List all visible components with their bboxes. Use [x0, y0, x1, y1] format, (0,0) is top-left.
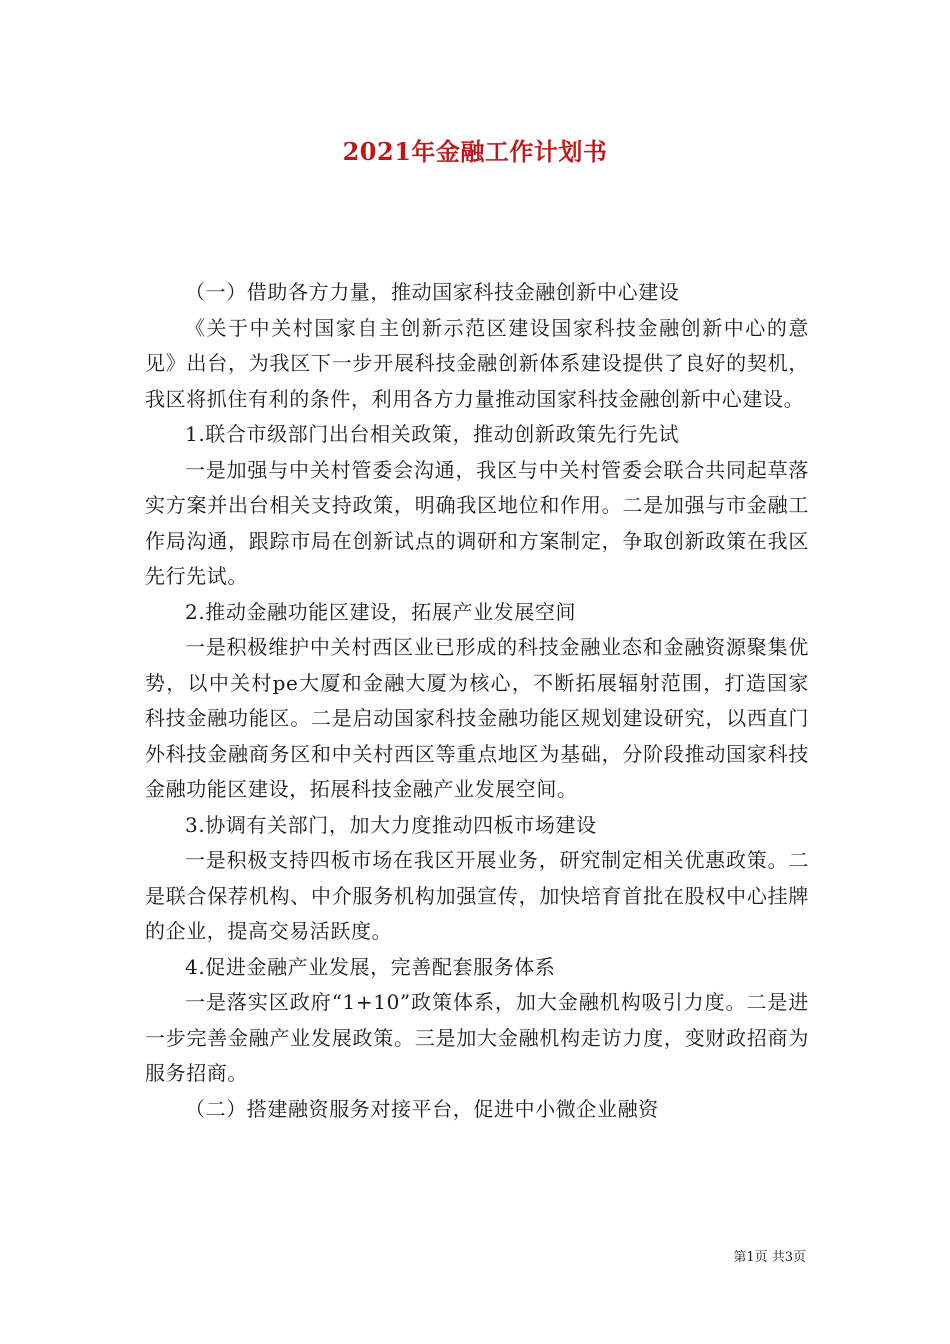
body-paragraph: 一是落实区政府“1+10”政策体系，加大金融机构吸引力度。二是进一步完善金融产业发展政策。三是加大金融机构走访力度，变财政招商为服务招商。 — [145, 990, 809, 1085]
subsection-heading: 3.协调有关部门，加大力度推动四板市场建设 — [185, 812, 597, 837]
section-heading: （一）借助各方力量，推动国家科技金融创新中心建设 — [185, 280, 680, 304]
document-body — [145, 275, 809, 1127]
document-title: 2021年金融工作计划书 — [342, 137, 608, 166]
body-paragraph: 《关于中关村国家自主创新示范区建设国家科技金融创新中心的意见》出台，为我区下一步开展科技金融创新体系建设提供了良好的契机，我区将抓住有利的条件，利用各方力量推动国家科技金融创新中心建设。 — [145, 315, 809, 411]
subsection-heading: 1.联合市级部门出台相关政策，推动创新政策先行先试 — [185, 422, 680, 446]
body-paragraph: 一是积极维护中关村西区业已形成的科技金融业态和金融资源聚集优势，以中关村pe大厦和金融大厦为核心，不断拓展辐射范围，打造国家科技金融功能区。二是启动国家科技金融功能区规划建设研究，以西直门外科技金融商务区和中关村西区等重点地区为基础，分阶段推动国家科技金融功能区建设，拓展科技金融产业发展空间。 — [145, 635, 809, 801]
page-number-footer: 第1页 共3页 — [733, 1250, 806, 1265]
subsection-heading: 2.推动金融功能区建设，拓展产业发展空间 — [185, 599, 577, 624]
subsection-heading: 4.促进金融产业发展，完善配套服务体系 — [185, 954, 556, 979]
body-paragraph: 一是积极支持四板市场在我区开展业务，研究制定相关优惠政策。二是联合保荐机构、中介服务机构加强宣传，加快培育首批在股权中心挂牌的企业，提高交易活跃度。 — [145, 848, 809, 943]
body-paragraph: 一是加强与中关村管委会沟通，我区与中关村管委会联合共同起草落实方案并出台相关支持政策，明确我区地位和作用。二是加强与市金融工作局沟通，跟踪市局在创新试点的调研和方案制定，争取创新政策在我区先行先试。 — [145, 457, 809, 588]
section-heading: （二）搭建融资服务对接平台，促进中小微企业融资 — [185, 1096, 659, 1121]
